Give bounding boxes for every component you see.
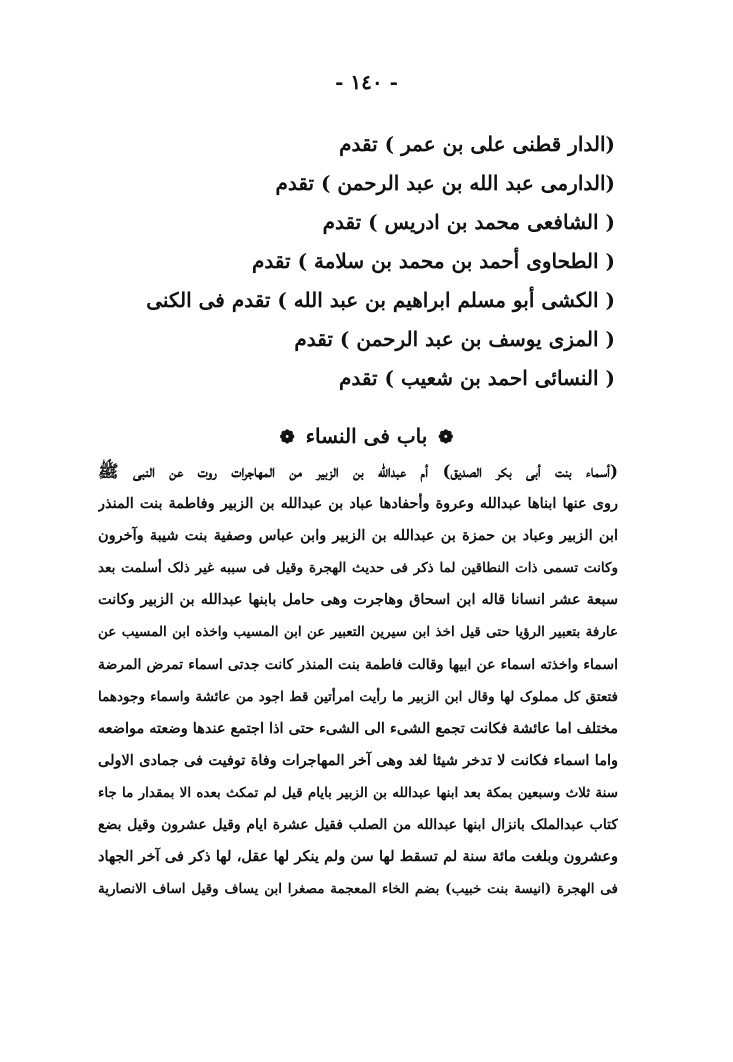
body-line: وعشرون وبلغت مائة سنة لم تسقط لها سن ولم ینکر لها عقل، لها ذکر فی آخر الجهاد: [98, 848, 618, 866]
page-number: - ١٤٠ -: [335, 70, 398, 94]
reference-line: ( الکشی أبو مسلم ابراهیم بن عبد الله ) تقدم فی الکنی: [146, 288, 615, 312]
body-line: فی الهجرة (انیسة بنت خبیب) بضم الخاء المعجمة مصغرا ابن یساف وقیل اساف الانصاریة: [98, 881, 618, 898]
reference-line: ( الطحاوی أحمد بن محمد بن سلامة ) تقدم: [252, 249, 615, 273]
reference-line: (الدار قطنی علی بن عمر ) تقدم: [339, 132, 615, 156]
section-title: باب فی النساء: [305, 424, 428, 448]
body-line: مختلف اما عائشة فکانت تجمع الشیء الی الشیء حتی اذا اجتمع عندها وضعته مواضعه: [98, 719, 618, 737]
body-line: واما اسماء فکانت لا تدخر شیئا لغد وهی آخر المهاجرات وفاة توفیت فی جمادی الاولی: [98, 751, 618, 769]
reference-line: (الدارمی عبد الله بن عبد الرحمن ) تقدم: [275, 171, 615, 195]
body-line: سبعة عشر انسانا قاله ابن اسحاق وهاجرت وهی حامل بابنها عبدالله بن الزبیر وکانت: [98, 591, 618, 609]
body-line: عارفة بتعبیر الرؤیا حتی قیل اخذ ابن سیرین التعبیر عن ابن المسیب واخذه ابن المسیب عن: [98, 624, 618, 641]
reference-line: ( النسائی احمد بن شعیب ) تقدم: [339, 366, 615, 390]
body-line: روی عنها ابناها عبدالله وعروة وأحفادها عباد بن عبدالله بن الزبیر وفاطمة بنت المنذر: [98, 495, 618, 513]
reference-line: ( الشافعی محمد بن ادریس ) تقدم: [322, 210, 615, 234]
body-paragraph: [98, 456, 618, 905]
reference-list: [115, 125, 615, 398]
reference-line: ( المزی یوسف بن عبد الرحمن ) تقدم: [294, 327, 615, 351]
body-line: فتعتق کل مملوک لها وقال ابن الزبیر ما رأیت امرأتین قط اجود من عائشة واسماء وجودهما: [98, 688, 618, 705]
body-line: وکانت تسمی ذات النطاقین لما ذکر فی حدیث الهجرة وقیل فی سببه غیر ذلک أسلمت بعد: [98, 560, 618, 577]
ornament-icon: ❁: [438, 427, 454, 448]
body-line: سنة ثلاث وسبعین بمکة بعد ابنها عبدالله بن الزبیر بایام قیل لم تمکث بعده الا بمقدار ما جاء: [98, 784, 618, 801]
body-line: اسماء واخذته اسماء عن ابیها وقالت فاطمة بنت المنذر کانت جدتی اسماء تمرض المرضة: [98, 656, 618, 673]
body-line: ابن الزبیر وعباد بن حمزة بن عبدالله بن الزبیر وابن عباس وصفیة بنت شیبة وآخرون: [98, 527, 618, 545]
body-line: کتاب عبدالملک بانزال ابنها عبدالله من الصلب فقیل عشرة ایام وقیل عشرون وقیل بضع: [98, 817, 618, 834]
body-line: (أسماء بنت أبی بکر الصدیق) أم عبدالله بن الزبیر من المهاجرات روت عن النبی ﷺ: [98, 462, 618, 482]
ornament-icon: ❁: [279, 427, 295, 448]
section-heading: [0, 424, 733, 448]
